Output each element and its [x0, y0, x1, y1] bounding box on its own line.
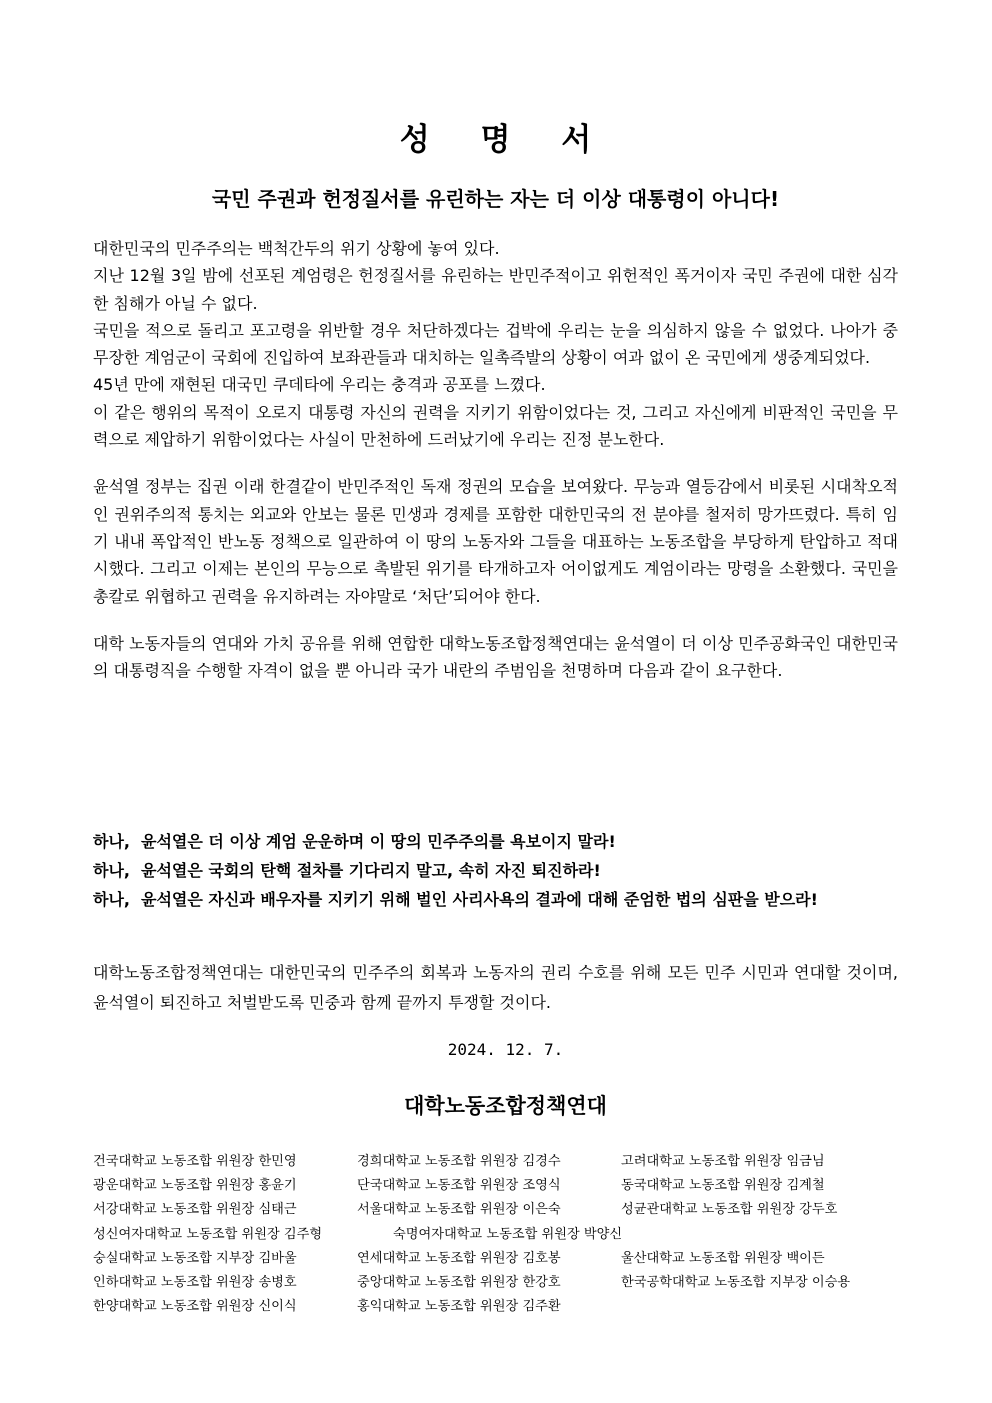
- signer-row: [93, 1271, 898, 1295]
- paragraph-line: 국민을 적으로 돌리고 포고령을 위반할 경우 처단하겠다는 겁박에 우리는 눈을 의심하지 않을 수 없었다. 나아가 중무장한 계엄군이 국회에 진입하여 보좌관들과 대치하는 일촉즉발의 상황이 여과 없이 온 국민에게 생중계되었다.: [93, 320, 898, 368]
- paragraph-line: 대학 노동자들의 연대와 가치 공유를 위해 연합한 대학노동조합정책연대는 윤석열이 더 이상 민주공화국인 대한민국의 대통령직을 수행할 자격이 없을 뿐 아니라 국가 내란의 주범임을 천명하며 다음과 같이 요구한다.: [93, 633, 898, 681]
- paragraph-line: 이 같은 행위의 목적이 오로지 대통령 자신의 권력을 지키기 위함이었다는 것, 그리고 자신에게 비판적인 국민을 무력으로 제압하기 위함이었다는 사실이 만천하에 드러났기에 우리는 진정 분노한다.: [93, 402, 898, 450]
- demand-item: [93, 885, 898, 914]
- demand-prefix: 하나,: [93, 861, 130, 880]
- signer: 인하대학교 노동조합 위원장 송병호: [93, 1275, 297, 1291]
- signer: 건국대학교 노동조합 위원장 한민영: [93, 1154, 297, 1169]
- demands-list: [93, 827, 898, 914]
- document-title: 성 명 서: [399, 122, 612, 158]
- demand-prefix: 하나,: [93, 832, 130, 851]
- signer-row: [93, 1247, 898, 1271]
- signer: 성신여자대학교 노동조합 위원장 김주형: [93, 1226, 323, 1242]
- signer: 단국대학교 노동조합 위원장 조영식: [357, 1178, 561, 1194]
- signer: 중앙대학교 노동조합 위원장 한강호: [357, 1275, 561, 1291]
- signer: 경희대학교 노동조합 위원장 김경수: [357, 1154, 561, 1169]
- signer: 한국공학대학교 노동조합 지부장 이승용: [621, 1275, 851, 1291]
- paragraph-line: 지난 12월 3일 밤에 선포된 계엄령은 헌정질서를 유린하는 반민주적이고 위헌적인 폭거이자 국민 주권에 대한 심각한 침해가 아닐 수 없다.: [93, 266, 898, 313]
- signer: 동국대학교 노동조합 위원장 김계철: [621, 1178, 825, 1194]
- demand-text: 윤석열은 자신과 배우자를 지키기 위해 벌인 사리사욕의 결과에 대해 준엄한 법의 심판을 받으라!: [141, 890, 818, 909]
- demand-text: 윤석열은 더 이상 계엄 운운하며 이 땅의 민주주의를 욕보이지 말라!: [141, 832, 616, 851]
- signer-row: [93, 1198, 898, 1222]
- signer: 성균관대학교 노동조합 위원장 강두호: [621, 1202, 838, 1218]
- demand-text: 윤석열은 국회의 탄핵 절차를 기다리지 말고, 속히 자진 퇴진하라!: [141, 861, 601, 880]
- signer-row: [93, 1223, 898, 1247]
- paragraph-line: 윤석열 정부는 집권 이래 한결같이 반민주적인 독재 정권의 모습을 보여왔다. 무능과 열등감에서 비롯된 시대착오적인 권위주의적 통치는 외교와 안보는 물론 민생과 경제를 포함한 대한민국의 전 분야를 철저히 망가뜨렸다. 특히 임기 내내 폭압적인 반노동 정책으로 일관하여 이 땅의 노동자와 그들을 대표하는 노동조합을 부당하게 탄압하고 적대시했다. 그리고 이제는 본인의 무능으로 촉발된 위기를 타개하고자 어이없게도 계엄이라는 망령을 소환했다. 국민을 총칼로 위협하고 권력을 유지하려는 자야말로 ‘처단’되어야 한다.: [93, 477, 898, 606]
- signer: 서울대학교 노동조합 위원장 이은숙: [357, 1202, 561, 1218]
- signer-row: [93, 1174, 898, 1198]
- demand-item: [93, 856, 898, 885]
- demand-item: [93, 827, 898, 856]
- demand-prefix: 하나,: [93, 890, 130, 909]
- signer: 숙명여자대학교 노동조합 위원장 박양신: [393, 1226, 623, 1242]
- signer: 고려대학교 노동조합 위원장 임금님: [621, 1154, 825, 1169]
- signer-row: [93, 1295, 898, 1319]
- signer: 광운대학교 노동조합 위원장 홍윤기: [93, 1178, 297, 1194]
- organization-name: 대학노동조합정책연대: [404, 1094, 607, 1118]
- signer: 울산대학교 노동조합 위원장 백이든: [621, 1250, 825, 1266]
- signer: 한양대학교 노동조합 위원장 신이식: [93, 1299, 297, 1315]
- paragraph-line: 45년 만에 재현된 대국민 쿠데타에 우리는 충격과 공포를 느꼈다.: [93, 375, 546, 395]
- statement-body: [93, 235, 898, 684]
- closing-paragraph: 대학노동조합정책연대는 대한민국의 민주주의 회복과 노동자의 권리 수호를 위해 모든 민주 시민과 연대할 것이며, 윤석열이 퇴진하고 처벌받도록 민중과 함께 끝까지 투쟁할 것이다.: [93, 963, 898, 1012]
- document-subtitle: 국민 주권과 헌정질서를 유린하는 자는 더 이상 대통령이 아니다!: [211, 187, 780, 211]
- statement-date: 2024. 12. 7.: [447, 1040, 564, 1059]
- signers-list: [93, 1150, 898, 1319]
- signer-row: [93, 1150, 898, 1174]
- signer: 서강대학교 노동조합 위원장 심태근: [93, 1202, 297, 1218]
- signer: 연세대학교 노동조합 위원장 김호봉: [357, 1250, 561, 1266]
- paragraph-line: 대한민국의 민주주의는 백척간두의 위기 상황에 놓여 있다.: [93, 239, 500, 258]
- signer: 홍익대학교 노동조합 위원장 김주환: [357, 1299, 561, 1315]
- signer: 숭실대학교 노동조합 지부장 김바울: [93, 1250, 297, 1266]
